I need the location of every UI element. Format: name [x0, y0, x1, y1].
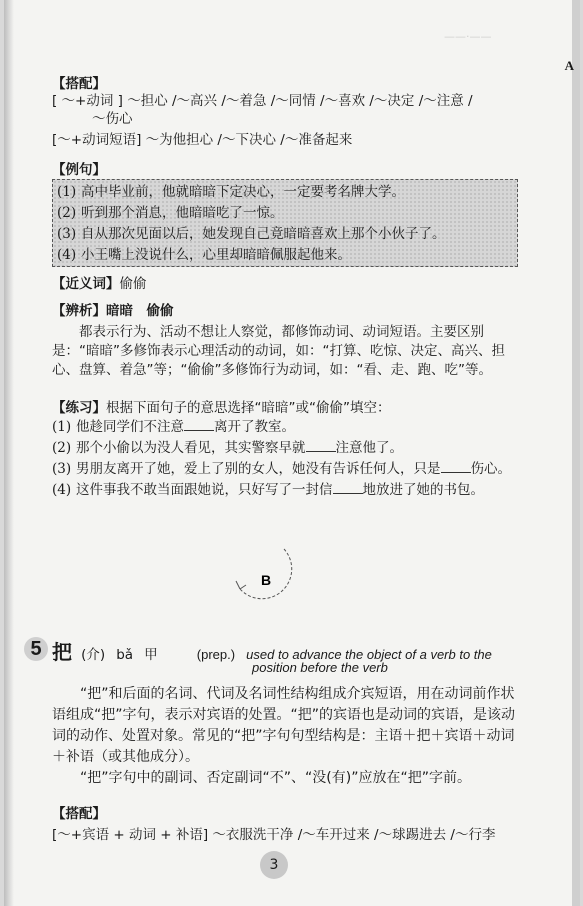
- exercise-header: 【练习】: [52, 400, 106, 416]
- analysis-text: 都表示行为、活动不想让人察觉，都修饰动词、动词短语。主要区别是：“暗暗”多修饰表示心理活动的动词，如：“打算、吃惊、决定、高兴、担心、盘算、着急”等；“偷偷”多修饰行为动词，如：“看、走、跑、吃”等。: [52, 324, 505, 378]
- book-page: [4, 0, 576, 906]
- arrow-head-icon: [236, 581, 246, 589]
- synonym-row: [52, 272, 527, 293]
- collocation-header: 【搭配】: [52, 76, 106, 92]
- example-item: (1) 高中毕业前，他就暗暗下定决心，一定要考名牌大学。: [57, 184, 405, 200]
- collocation2-line: [～+宾语 + 动词 + 补语] ～衣服洗干净 /～车开过来 /～球踢进去 /～行李: [52, 827, 496, 843]
- collocation-line-1: [ ～+动词 ] ～担心 /～高兴 /～着急 /～同情 /～喜欢 /～决定 /～注意 /: [52, 93, 473, 109]
- english-definition-1: used to advance the object of a verb to the: [246, 647, 492, 662]
- answer-blank[interactable]: [333, 483, 363, 494]
- collocation2-header: 【搭配】: [52, 806, 106, 822]
- entry-paragraph-1: “把”和后面的名词、代词及名词性结构组成介宾短语，用在动词前作状语组成“把”字句，表示对宾语的处置。“把”的宾语也是动词的宾语，是该动词的动作、处置对象。常见的“把”字句句型结构是：主语＋把＋宾语＋动词＋补语（或其他成分）。: [52, 686, 516, 765]
- entry-number-badge: 5: [24, 637, 48, 661]
- b-marker-label: B: [260, 572, 272, 588]
- collocation-line-3: [～+动词短语] ～为他担心 /～下决心 /～准备起来: [52, 132, 353, 148]
- exercise-section: [52, 396, 527, 501]
- example-box: [52, 179, 518, 267]
- synonym-value: 偷偷: [119, 276, 147, 292]
- bleed-through-text: ——·——: [444, 30, 492, 43]
- headword: 把: [52, 640, 72, 664]
- example-item: (2) 听到那个消息，他暗暗吃了一惊。: [57, 205, 284, 221]
- collocation2-section: [52, 802, 527, 844]
- pinyin: bǎ: [116, 647, 134, 663]
- answer-blank[interactable]: [184, 420, 214, 431]
- grade-level: 甲: [144, 647, 158, 663]
- answer-blank[interactable]: [441, 462, 471, 473]
- exercise-item: (4) 这件事我不敢当面跟她说，只好写了一封信 地放进了她的书包。: [52, 482, 484, 498]
- collocation-line-2: ～伤心: [92, 111, 133, 127]
- page-number: 3: [260, 851, 288, 879]
- english-definition-2: position before the verb: [252, 660, 388, 675]
- english-pos: (prep.): [196, 647, 236, 662]
- exercise-prompt: 根据下面句子的意思选择“暗暗”或“偷偷”填空：: [106, 400, 391, 416]
- part-of-speech: (介): [81, 647, 106, 663]
- example-item: (3) 自从那次见面以后，她发现自己竟暗暗喜欢上那个小伙子了。: [57, 226, 446, 242]
- b-marker-graphic: [226, 545, 306, 607]
- exercise-item: (1) 他趁同学们不注意 离开了教室。: [52, 419, 295, 435]
- analysis-section: [52, 299, 527, 380]
- analysis-header: 【辨析】: [52, 303, 106, 319]
- synonym-header: 【近义词】: [52, 276, 120, 292]
- corner-letter: A: [564, 58, 574, 73]
- example-item: (4) 小王嘴上没说什么，心里却暗暗佩服起他来。: [57, 247, 351, 263]
- page-fold-shadow: [4, 0, 14, 906]
- entry-body: [52, 684, 527, 789]
- example-header: 【例句】: [52, 162, 106, 178]
- page-edge: [572, 0, 580, 906]
- entry-paragraph-2: “把”字句中的副词、否定副词“不”、“没(有)”应放在“把”字前。: [80, 770, 471, 786]
- answer-blank[interactable]: [306, 441, 336, 452]
- exercise-item: (2) 那个小偷以为没人看见，其实警察早就 注意他了。: [52, 440, 403, 456]
- analysis-title: 暗暗 偷偷: [106, 303, 174, 319]
- collocation-section: [52, 72, 527, 149]
- exercise-item: (3) 男朋友离开了她，爱上了别的女人，她没有告诉任何人，只是 伤心。: [52, 461, 511, 477]
